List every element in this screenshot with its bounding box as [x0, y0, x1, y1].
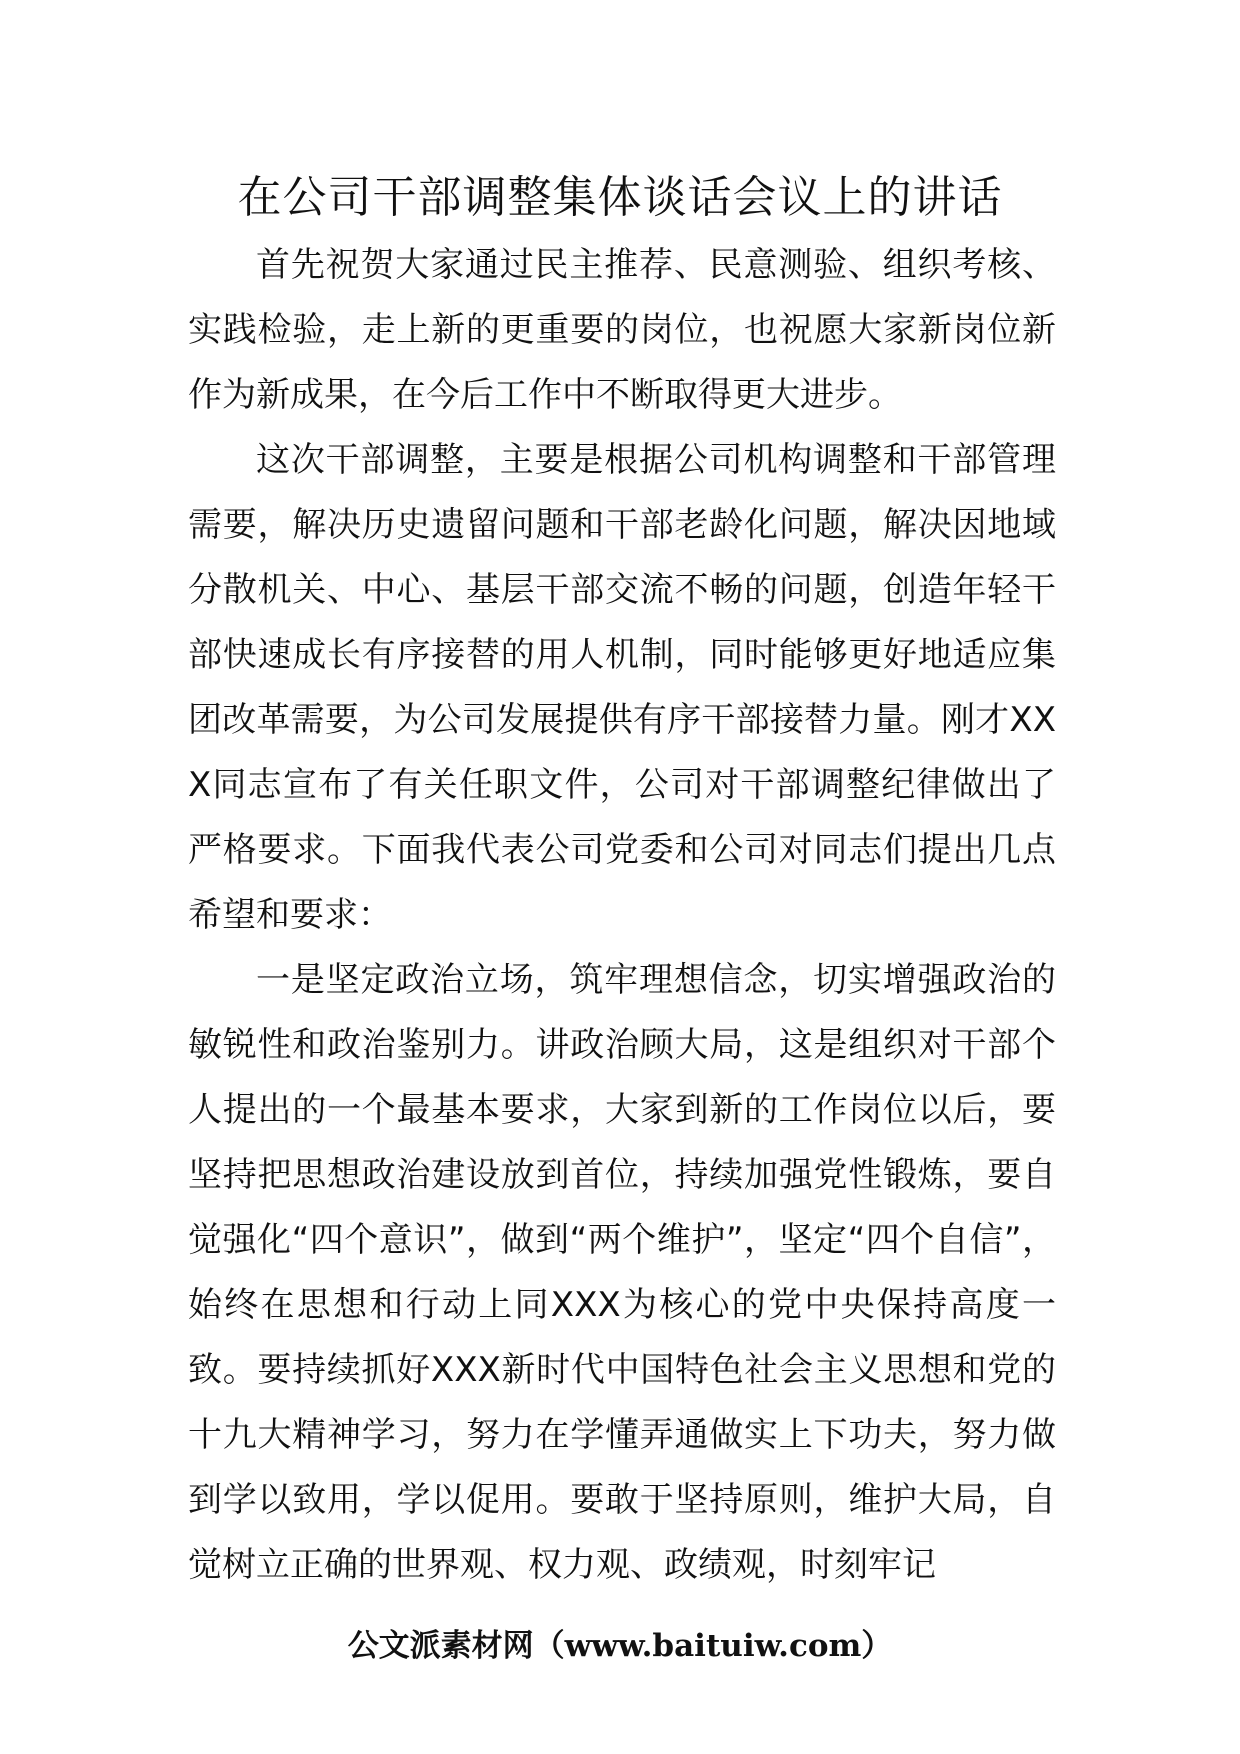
document-title: 在公司干部调整集体谈话会议上的讲话: [237, 172, 1003, 223]
footer-watermark: 公文派素材网（www.baituiw.com）: [347, 1628, 893, 1664]
paragraph-political-stance: 一是坚定政治立场，筑牢理想信念，切实增强政治的敏锐性和政治鉴别力。讲政治顾大局，这是组织对干部个人提出的一个最基本要求，大家到新的工作岗位以后，要坚持把思想政治建设放到首位，持续加强党性锻炼，要自觉强化“四个意识”，做到“两个维护”，坚定“四个自信”，始终在思想和行动上同XXX为核心的党中央保持高度一致。要持续抓好XXX新时代中国特色社会主义思想和党的十九大精神学习，努力在学懂弄通做实上下功夫，努力做到学以致用，学以促用。要敢于坚持原则，维护大局，自觉树立正确的世界观、权力观、政绩观，时刻牢记: [188, 960, 1056, 1585]
paragraph-adjustment-purpose: 这次干部调整，主要是根据公司机构调整和干部管理需要，解决历史遗留问题和干部老龄化问题，解决因地域分散机关、中心、基层干部交流不畅的问题，创造年轻干部快速成长有序接替的用人机制，同时能够更好地适应集团改革需要，为公司发展提供有序干部接替力量。刚才XXX同志宣布了有关任职文件，公司对干部调整纪律做出了严格要求。下面我代表公司党委和公司对同志们提出几点希望和要求：: [188, 440, 1056, 935]
paragraph-congratulations: 首先祝贺大家通过民主推荐、民意测验、组织考核、实践检验，走上新的更重要的岗位，也祝愿大家新岗位新作为新成果，在今后工作中不断取得更大进步。: [188, 245, 1056, 415]
document-body: [188, 233, 1056, 1598]
